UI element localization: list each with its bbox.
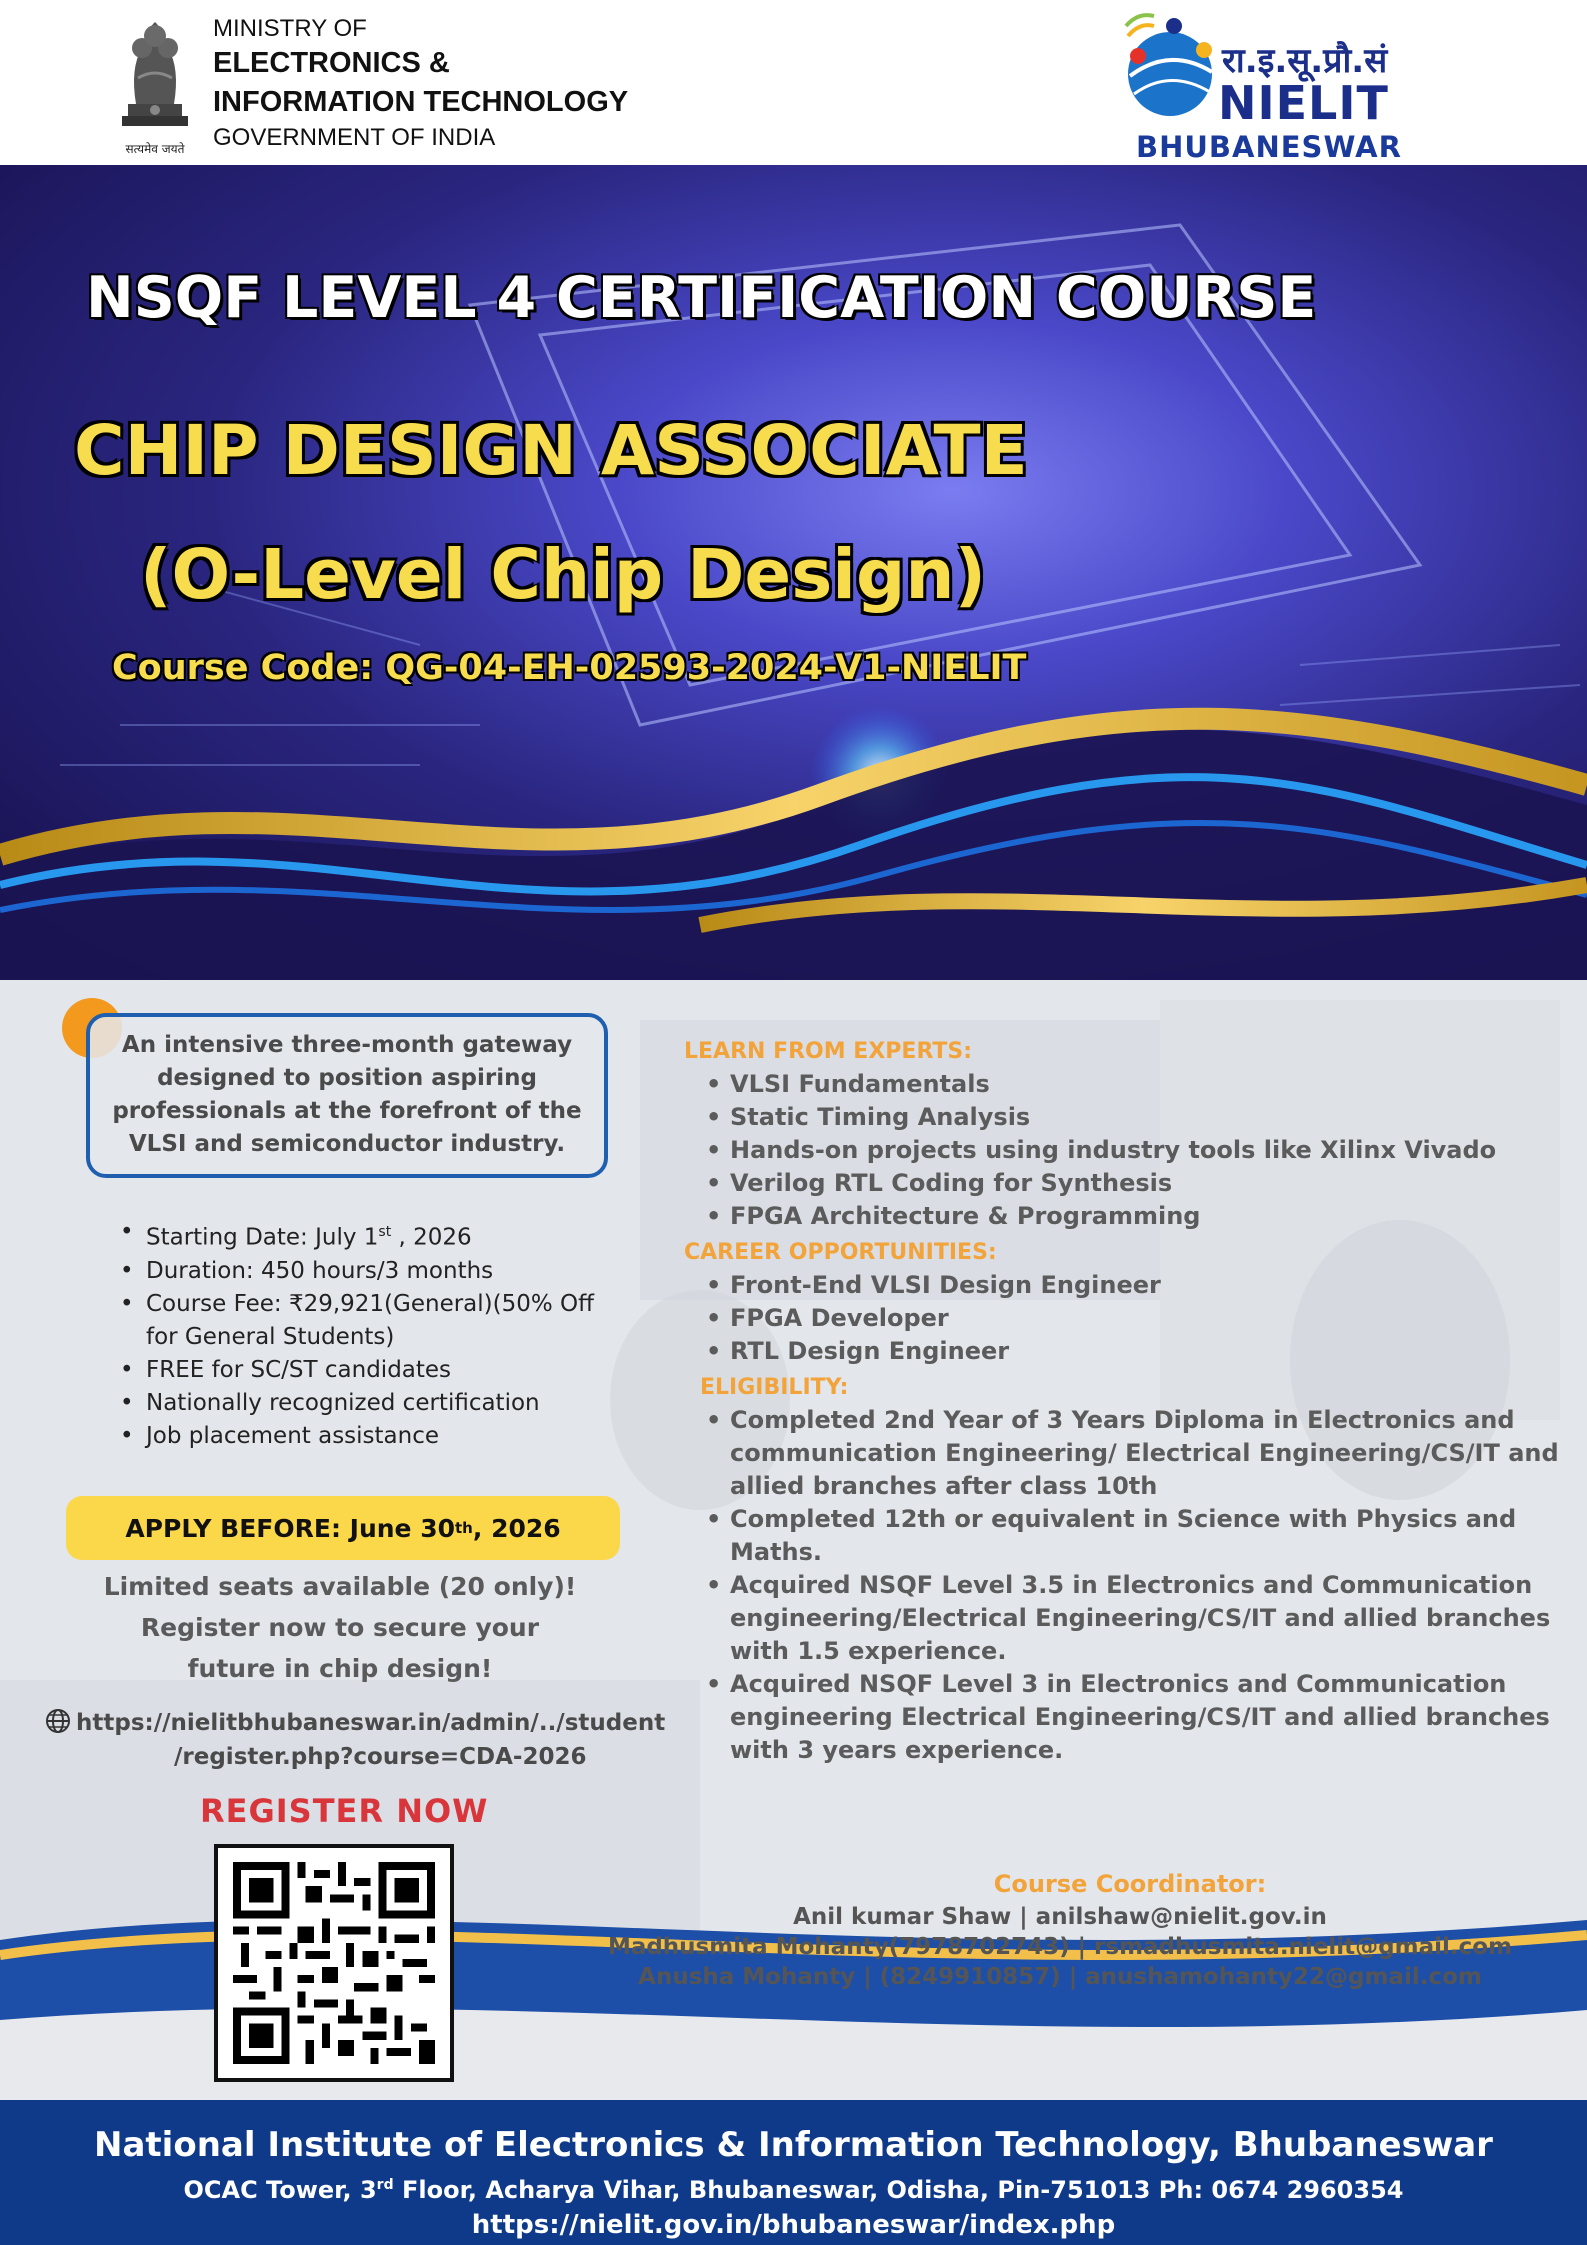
career-heading: CAREER OPPORTUNITIES: <box>684 1240 997 1265</box>
list-item: • Verilog RTL Coding for Synthesis <box>684 1167 1564 1200</box>
url-line-2[interactable]: /register.php?course=CDA-2026 <box>174 1744 587 1770</box>
registration-url[interactable] <box>44 1706 704 1774</box>
ministry-line-3: INFORMATION TECHNOLOGY <box>213 86 629 118</box>
ministry-block <box>213 14 628 154</box>
ministry-line-1: MINISTRY OF <box>213 15 367 42</box>
institute-name: National Institute of Electronics & Information Technology, Bhubaneswar <box>94 2125 1493 2165</box>
coordinator-line-3: Anusha Mohanty | (8249910857) | anushamohanty22@gmail.com <box>638 1964 1482 1990</box>
emblem-motto: सत्यमेव जयते <box>125 142 185 156</box>
coordinator-line-2: Madhusmita Mohanty(7978702743) | rsmadhusmita.nielit@gmail.com <box>607 1934 1513 1960</box>
national-emblem <box>108 8 202 158</box>
fact-free: • FREE for SC/ST candidates <box>112 1354 632 1387</box>
career-list <box>684 1269 1564 1368</box>
footer <box>0 2100 1587 2245</box>
institute-website[interactable]: https://nielit.gov.in/bhubaneswar/index.php <box>471 2210 1116 2240</box>
fact-duration: • Duration: 450 hours/3 months <box>112 1255 632 1288</box>
learn-heading: LEARN FROM EXPERTS: <box>684 1039 973 1064</box>
nielit-globe-icon <box>1118 6 1218 126</box>
coordinator-block <box>560 1866 1560 1992</box>
intro-text: An intensive three-month gateway designed to position aspiring professionals at the forefront of the VLSI and semiconductor industry. <box>112 1032 582 1157</box>
url-line-1[interactable]: https://nielitbhubaneswar.in/admin/../student <box>76 1710 666 1736</box>
course-facts-list <box>112 1216 632 1453</box>
register-now-label: REGISTER NOW <box>200 1792 489 1830</box>
learn-list <box>684 1068 1564 1233</box>
ministry-line-4: GOVERNMENT OF INDIA <box>213 124 496 151</box>
limited-seats-text: Limited seats available (20 only)! Register now to secure your future in chip design! <box>103 1572 577 1683</box>
list-item: • Static Timing Analysis <box>684 1101 1564 1134</box>
list-item: • RTL Design Engineer <box>684 1335 1564 1368</box>
eligibility-heading: ELIGIBILITY: <box>700 1375 849 1400</box>
nielit-city: BHUBANESWAR <box>1136 130 1402 164</box>
list-item: • FPGA Architecture & Programming <box>684 1200 1564 1233</box>
intro-box <box>86 1013 608 1178</box>
list-item: • FPGA Developer <box>684 1302 1564 1335</box>
course-code: Course Code: QG-04-EH-02593-2024-V1-NIELIT <box>112 648 1027 688</box>
list-item: • Completed 12th or equivalent in Science with Physics and Maths. <box>684 1503 1564 1569</box>
fact-recognized: • Nationally recognized certification <box>112 1387 632 1420</box>
fact-fee: • Course Fee: ₹29,921(General)(50% Off for General Students) <box>112 1288 632 1354</box>
fact-placement: • Job placement assistance <box>112 1420 632 1453</box>
ministry-line-2: ELECTRONICS & <box>213 47 450 79</box>
header <box>0 0 1587 165</box>
qr-code[interactable] <box>214 1844 454 2082</box>
fact-start-date: • Starting Date: July 1st , 2026 <box>112 1216 632 1255</box>
hero-subtitle: NSQF LEVEL 4 CERTIFICATION COURSE <box>86 265 1317 331</box>
nielit-hindi-name: रा.इ.सू.प्रौ.सं <box>1222 41 1388 81</box>
list-item: • Completed 2nd Year of 3 Years Diploma in Electronics and communication Engineering/ Electrical Engineering/CS/IT and allied branches after class 10th <box>684 1404 1564 1503</box>
list-item: • Acquired NSQF Level 3.5 in Electronics and Communication engineering/Electrical Engineering/CS/IT and allied branches with 1.5 experience. <box>684 1569 1564 1668</box>
course-title: CHIP DESIGN ASSOCIATE <box>74 411 1028 491</box>
apply-before-badge: APPLY BEFORE: June 30 th , 2026 <box>66 1496 620 1560</box>
lion-capital-icon <box>108 8 202 136</box>
nielit-name: NIELIT <box>1218 76 1389 130</box>
hero-banner <box>0 165 1587 980</box>
coordinator-line-1: Anil kumar Shaw | anilshaw@nielit.gov.in <box>793 1904 1327 1930</box>
list-item: • Acquired NSQF Level 3 in Electronics and Communication engineering Electrical Engineering/CS/IT and allied branches with 3 years experience. <box>684 1668 1564 1767</box>
globe-icon <box>44 1707 72 1735</box>
eligibility-list <box>684 1404 1564 1767</box>
list-item: • VLSI Fundamentals <box>684 1068 1564 1101</box>
qr-code-icon <box>232 1862 436 2064</box>
list-item: • Hands-on projects using industry tools like Xilinx Vivado <box>684 1134 1564 1167</box>
institute-address: OCAC Tower, 3rd Floor, Acharya Vihar, Bhubaneswar, Odisha, Pin-751013 Ph: 0674 2960354 <box>183 2176 1404 2204</box>
list-item: • Front-End VLSI Design Engineer <box>684 1269 1564 1302</box>
course-details <box>684 1036 1564 1771</box>
nielit-logo <box>1118 6 1418 164</box>
coordinator-heading: Course Coordinator: <box>993 1870 1267 1898</box>
course-subtitle: (O-Level Chip Design) <box>140 535 986 615</box>
